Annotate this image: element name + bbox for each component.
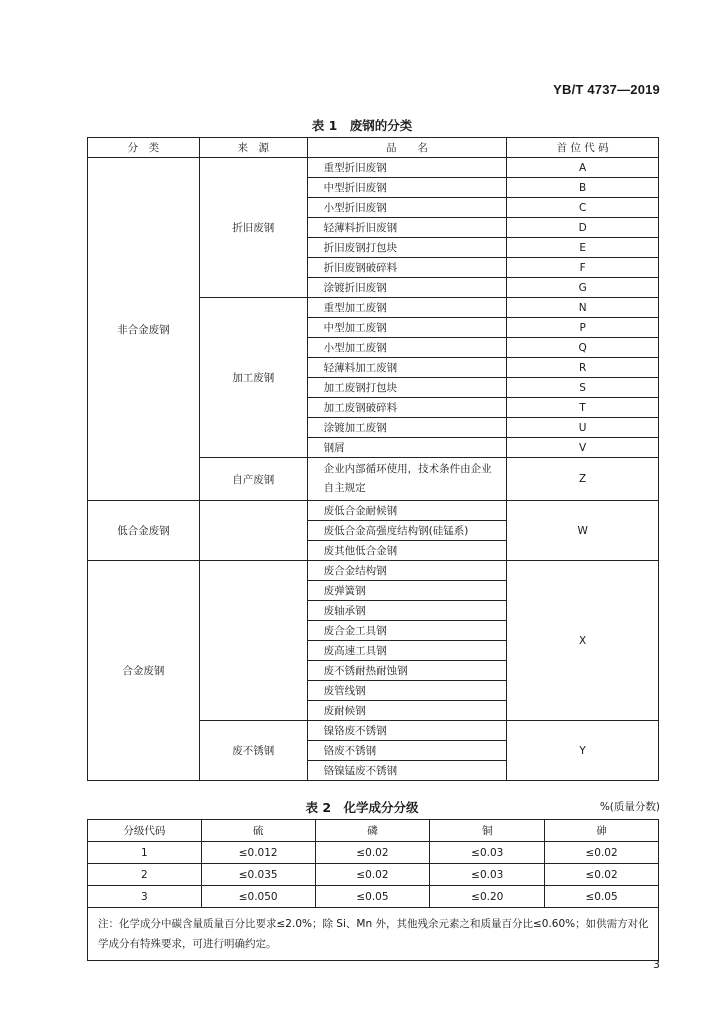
first-code: A (507, 158, 659, 178)
phosphorus-value: ≤0.05 (315, 886, 430, 908)
table2-unit: %(质量分数) (599, 801, 660, 813)
phosphorus-value: ≤0.02 (315, 842, 430, 864)
product-name: 废管线钢 (307, 681, 507, 701)
table1-caption: 表 1 废钢的分类 (311, 118, 413, 133)
product-name: 废轴承钢 (307, 601, 507, 621)
first-code: S (507, 378, 659, 398)
first-code: G (507, 278, 659, 298)
header-phosphorus: 磷 (315, 820, 430, 842)
standard-code: YB/T 4737—2019 (553, 82, 660, 97)
grade-code: 3 (88, 886, 202, 908)
header-product-name: 品 名 (307, 138, 507, 158)
source-old-scrap: 折旧废钢 (199, 158, 307, 298)
product-name: 废低合金高强度结构钢(硅锰系) (307, 521, 507, 541)
header-category: 分 类 (88, 138, 200, 158)
source-self-produced: 自产废钢 (199, 458, 307, 501)
table-row (88, 501, 659, 521)
table-row (88, 842, 659, 864)
table-row (88, 886, 659, 908)
product-name: 加工废钢打包块 (307, 378, 507, 398)
first-code: R (507, 358, 659, 378)
product-name: 小型折旧废钢 (307, 198, 507, 218)
product-name: 企业内部循环使用，技术条件由企业自主规定 (307, 458, 507, 501)
copper-value: ≤0.03 (430, 864, 545, 886)
header-first-code: 首 位 代 码 (507, 138, 659, 158)
sulfur-value: ≤0.050 (201, 886, 315, 908)
product-name: 加工废钢破碎料 (307, 398, 507, 418)
first-code: Y (507, 721, 659, 781)
product-name: 小型加工废钢 (307, 338, 507, 358)
product-name: 废不锈耐热耐蚀钢 (307, 661, 507, 681)
source-empty (199, 561, 307, 721)
grade-code: 2 (88, 864, 202, 886)
product-name: 废弹簧钢 (307, 581, 507, 601)
product-name: 镍铬废不锈钢 (307, 721, 507, 741)
first-code: B (507, 178, 659, 198)
table2-caption: 表 2 化学成分分级 (305, 800, 419, 815)
arsenic-value: ≤0.02 (545, 842, 659, 864)
copper-value: ≤0.03 (430, 842, 545, 864)
product-name: 折旧废钢打包块 (307, 238, 507, 258)
product-name: 铬镍锰废不锈钢 (307, 761, 507, 781)
product-name: 废合金结构钢 (307, 561, 507, 581)
source-process-scrap: 加工废钢 (199, 298, 307, 458)
product-name: 重型加工废钢 (307, 298, 507, 318)
first-code: F (507, 258, 659, 278)
table-row (88, 561, 659, 581)
table-header-row (88, 138, 659, 158)
source-empty (199, 501, 307, 561)
product-name: 重型折旧废钢 (307, 158, 507, 178)
page-number: 3 (653, 958, 660, 971)
note-row (88, 908, 659, 961)
product-name: 钢屑 (307, 438, 507, 458)
first-code: U (507, 418, 659, 438)
product-name: 废低合金耐候钢 (307, 501, 507, 521)
first-code: C (507, 198, 659, 218)
first-code: V (507, 438, 659, 458)
phosphorus-value: ≤0.02 (315, 864, 430, 886)
header-copper: 铜 (430, 820, 545, 842)
copper-value: ≤0.20 (430, 886, 545, 908)
scrap-classification-table (87, 137, 659, 781)
first-code: Q (507, 338, 659, 358)
product-name: 折旧废钢破碎料 (307, 258, 507, 278)
sulfur-value: ≤0.012 (201, 842, 315, 864)
first-code: T (507, 398, 659, 418)
product-name: 废高速工具钢 (307, 641, 507, 661)
header-source: 来 源 (199, 138, 307, 158)
arsenic-value: ≤0.05 (545, 886, 659, 908)
chemical-composition-table (87, 819, 659, 961)
product-name: 轻薄料折旧废钢 (307, 218, 507, 238)
product-name: 废耐候钢 (307, 701, 507, 721)
first-code: W (507, 501, 659, 561)
first-code: E (507, 238, 659, 258)
table-header-row (88, 820, 659, 842)
first-code: X (507, 561, 659, 721)
table-row (88, 158, 659, 178)
first-code: N (507, 298, 659, 318)
first-code: P (507, 318, 659, 338)
first-code: Z (507, 458, 659, 501)
sulfur-value: ≤0.035 (201, 864, 315, 886)
category-alloy: 合金废钢 (88, 561, 200, 781)
product-name: 轻薄料加工废钢 (307, 358, 507, 378)
grade-code: 1 (88, 842, 202, 864)
source-stainless: 废不锈钢 (199, 721, 307, 781)
arsenic-value: ≤0.02 (545, 864, 659, 886)
header-sulfur: 硫 (201, 820, 315, 842)
header-arsenic: 砷 (545, 820, 659, 842)
table2-note: 注：化学成分中碳含量质量百分比要求≤2.0%；除 Si、Mn 外，其他残余元素之和质量百分比≤0.60%；如供需方对化学成分有特殊要求，可进行明确约定。 (88, 908, 659, 961)
category-non-alloy: 非合金废钢 (88, 158, 200, 501)
header-grade-code: 分级代码 (88, 820, 202, 842)
product-name: 涂镀加工废钢 (307, 418, 507, 438)
product-name: 中型加工废钢 (307, 318, 507, 338)
product-name: 废其他低合金钢 (307, 541, 507, 561)
product-name: 铬废不锈钢 (307, 741, 507, 761)
category-low-alloy: 低合金废钢 (88, 501, 200, 561)
product-name: 废合金工具钢 (307, 621, 507, 641)
first-code: D (507, 218, 659, 238)
table-row (88, 864, 659, 886)
product-name: 涂镀折旧废钢 (307, 278, 507, 298)
product-name: 中型折旧废钢 (307, 178, 507, 198)
